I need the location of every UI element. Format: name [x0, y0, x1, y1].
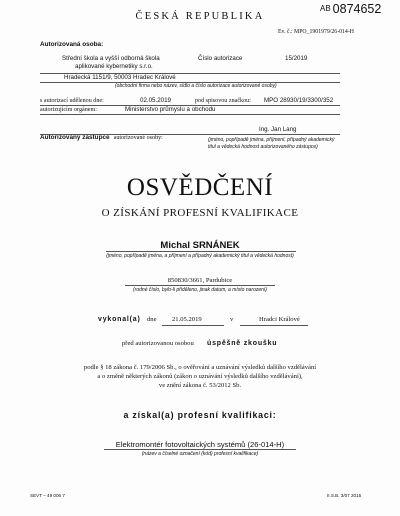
auth-number-value: 15/2019 — [285, 55, 308, 62]
qualification-heading: a získal(a) profesní kvalifikaci: — [123, 410, 277, 420]
exam-date-label: dne — [147, 316, 157, 323]
divider — [40, 134, 340, 135]
holder-first-name: Michal — [160, 240, 190, 251]
exam-legal-line2: a o změně některých zákonů (zákon o uznávání výsledků dalšího vzdělávání), — [97, 373, 303, 380]
certificate-title: OSVĚDČENÍ — [126, 174, 274, 201]
authorized-person-name-line2: aplikované kybernetiky s.r.o. — [75, 63, 153, 70]
qualification-caption: (název a číselné označení (kód) profesní kvalifikace) — [141, 451, 259, 457]
file-number: MPO 28930/19/3300/352 — [264, 97, 334, 104]
qualification-name: Elektromontér fotovoltaických systémů (26-014-H) — [115, 440, 285, 449]
divider — [106, 251, 296, 252]
holder-name — [0, 240, 400, 251]
representative-caption-line1: (jméno, popřípadě jména, příjmení, případný akademický — [208, 137, 335, 143]
exam-date: 21.05.2019 — [172, 316, 202, 323]
granted-label: s autorizací udělenou dne: — [40, 98, 104, 104]
authorizing-body: Ministerstvo průmyslu a obchodu — [125, 106, 216, 113]
footer-right: II.S.B. 3/07 2015 — [327, 493, 362, 498]
exam-before-text: před autorizovanou osobou — [122, 340, 194, 347]
representative-name: Ing. Jan Lang — [259, 126, 297, 133]
representative-label-rest: autorizované osoby: — [113, 135, 163, 141]
footer-left: SEVT – 49 006 7 — [30, 493, 65, 498]
serial-digits: 0874652 — [332, 2, 382, 16]
authorized-person-label: Autorizovaná osoba: — [40, 41, 104, 48]
evidence-number: Ev. č.: MPO_1901979/26-014-H — [278, 29, 354, 35]
exam-did-label: vykonal(a) — [98, 316, 141, 323]
holder-name-caption: (jméno, popřípadě jména, a příjmení a případný akademický titul a vědecká hodnost) — [106, 253, 294, 259]
holder-birth-info: 850830/3661, Pardubice — [167, 277, 233, 284]
auth-number-label: Číslo autorizace — [198, 55, 243, 62]
serial-prefix: AB — [320, 4, 331, 13]
holder-last-name: SRNÁNEK — [192, 240, 240, 251]
exam-legal-line1: podle § 18 zákona č. 179/2006 Sb., o ověřování a uznávání výsledků dalšího vzdělávání — [83, 364, 317, 371]
exam-place-label: v — [230, 316, 234, 323]
certificate-subtitle: O ZÍSKÁNÍ PROFESNÍ KVALIFIKACE — [101, 207, 299, 219]
divider — [240, 325, 308, 326]
exam-place: Hradci Králové — [259, 316, 300, 323]
holder-birth-caption: (rodné číslo, bylo-li přiděleno, jinak datum, a místo narození) — [133, 287, 267, 293]
file-number-label: pod spisovou značkou: — [195, 98, 251, 104]
granted-date: 02.05.2019 — [140, 97, 171, 104]
divider — [125, 285, 275, 286]
representative-caption-line2: titul a vědecká hodnost autorizovaného zástupce) — [208, 144, 318, 150]
divider — [104, 449, 296, 450]
authorized-person-caption: (obchodní firma nebo název, sídlo a číslo autorizace autorizované osoby) — [115, 83, 277, 89]
exam-result: úspěšně zkoušku — [207, 340, 278, 347]
divider — [162, 325, 224, 326]
authorized-person-name-line1: Střední škola a vyšší odborná škola — [62, 55, 160, 62]
authorized-person-address: Hradecká 1151/9, 50003 Hradec Králové — [64, 74, 176, 81]
representative-label: Autorizovaný zástupce — [40, 134, 110, 141]
representative-label-row — [40, 126, 163, 144]
authorizing-body-label: autorizujícím orgánem: — [40, 107, 97, 113]
country-heading: ČESKÁ REPUBLIKA — [135, 11, 265, 22]
divider — [40, 114, 340, 115]
exam-legal-line3: ve znění zákona č. 53/2012 Sb. — [158, 382, 242, 389]
